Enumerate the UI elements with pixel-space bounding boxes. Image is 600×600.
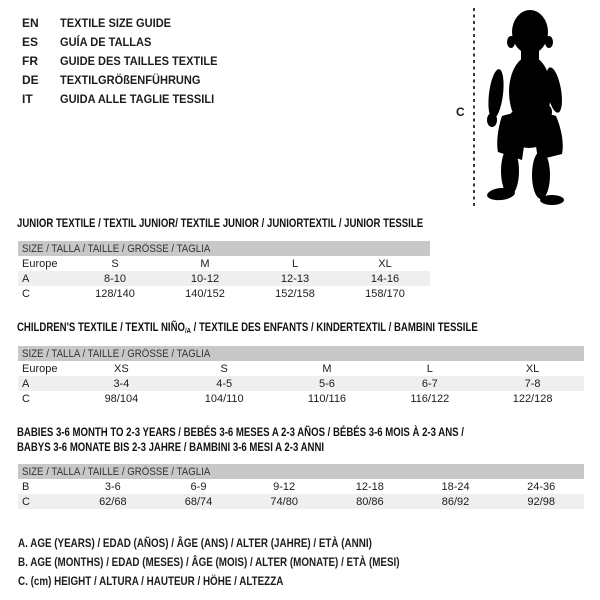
language-row-fr	[22, 51, 231, 70]
junior-size-table	[18, 241, 430, 301]
size-cell: M	[200, 257, 210, 270]
age-cell: 3-4	[113, 377, 130, 390]
row-label: C	[22, 495, 30, 508]
size-cell: XS	[114, 362, 129, 375]
babies-section-title	[17, 425, 576, 455]
table-row-europe	[18, 361, 584, 376]
children-section-title-text	[17, 320, 478, 336]
height-cell: 98/104	[104, 392, 139, 405]
table-header	[18, 464, 584, 479]
months-cell: 24-36	[527, 480, 556, 493]
size-cell: L	[291, 257, 299, 270]
row-label: A	[22, 377, 30, 390]
toddler-silhouette-icon	[486, 8, 566, 206]
row-label: A	[22, 272, 30, 285]
babies-title-line-2: BABYS 3-6 MONATE BIS 2-3 JAHRE / BAMBINI 3-6 MESI A 2-3 ANNI	[17, 440, 325, 454]
age-cell: 5-6	[319, 377, 335, 390]
height-cell: 140/152	[185, 287, 225, 300]
height-cell: 62/68	[99, 495, 127, 508]
table-header-text: SIZE / TALLA / TAILLE / GRÖSSE / TAGLIA	[22, 465, 211, 478]
height-cell: 128/140	[95, 287, 135, 300]
months-cell: 3-6	[104, 480, 121, 493]
row-label: C	[22, 392, 30, 405]
height-cell: 92/98	[527, 495, 555, 508]
age-cell: 8-10	[103, 272, 127, 285]
language-code: ES	[22, 34, 39, 49]
language-row-en	[22, 13, 231, 32]
size-cell: S	[220, 362, 228, 375]
size-cell: S	[111, 257, 119, 270]
table-row-height	[18, 391, 584, 406]
language-row-es	[22, 32, 231, 51]
junior-section-title	[17, 216, 525, 231]
note-height-cm: C. (cm) HEIGHT / ALTURA / HAUTEUR / HÖHE / ALTEZZA	[18, 574, 284, 588]
height-cell: 158/170	[365, 287, 405, 300]
months-cell: 6-9	[190, 480, 207, 493]
months-cell: 12-18	[355, 480, 384, 493]
height-cell: 122/128	[512, 392, 553, 405]
junior-section-title-text: JUNIOR TEXTILE / TEXTIL JUNIOR/ TEXTILE JUNIOR / JUNIORTEXTIL / JUNIOR TESSILE	[17, 216, 424, 230]
height-cell: 68/74	[184, 495, 213, 508]
children-section-title	[17, 320, 593, 336]
guide-title-en: TEXTILE SIZE GUIDE	[60, 15, 172, 30]
size-cell: M	[322, 362, 332, 375]
table-row-europe	[18, 256, 430, 271]
height-measure-label: C	[456, 105, 465, 119]
row-label: Europe	[22, 362, 58, 375]
table-header	[18, 346, 584, 361]
language-code: IT	[22, 91, 33, 106]
height-cell: 152/158	[275, 287, 315, 300]
size-cell: XL	[378, 257, 392, 270]
height-cell: 116/122	[410, 392, 450, 405]
months-cell: 18-24	[441, 480, 470, 493]
table-header-text: SIZE / TALLA / TAILLE / GRÖSSE / TAGLIA	[22, 242, 211, 255]
guide-title-fr: GUIDE DES TAILLES TEXTILE	[60, 53, 218, 68]
height-cell: 110/116	[307, 392, 347, 405]
guide-title-es: GUÍA DE TALLAS	[60, 34, 152, 49]
age-cell: 6-7	[421, 377, 438, 390]
children-size-table	[18, 346, 584, 406]
guide-title-de: TEXTILGRÖßENFÜHRUNG	[60, 72, 201, 87]
language-code: DE	[22, 72, 39, 87]
months-cell: 9-12	[273, 480, 296, 493]
size-cell: L	[426, 362, 433, 375]
row-label: C	[22, 287, 30, 300]
height-cell: 74/80	[270, 495, 298, 508]
age-cell: 4-5	[216, 377, 233, 390]
height-cell: 104/110	[204, 392, 244, 405]
language-code: EN	[22, 15, 39, 30]
table-row-height	[18, 494, 584, 509]
table-row-age	[18, 271, 430, 286]
size-cell: XL	[525, 362, 540, 375]
table-row-height	[18, 286, 430, 301]
table-row-months	[18, 479, 584, 494]
note-age-months: B. AGE (MONTHS) / EDAD (MESES) / ÂGE (MOIS) / ALTER (MONATE) / ETÀ (MESI)	[18, 555, 400, 569]
language-code: FR	[22, 53, 38, 68]
language-row-it	[22, 89, 231, 108]
guide-title-it: GUIDA ALLE TAGLIE TESSILI	[60, 91, 215, 106]
age-cell: 10-12	[190, 272, 220, 285]
title-part-pre: CHILDREN'S TEXTILE / TEXTIL NIÑO	[17, 320, 185, 334]
table-header	[18, 241, 430, 256]
height-cell: 80/86	[356, 495, 384, 508]
table-row-age	[18, 376, 584, 391]
title-part-subscript: /A	[184, 326, 191, 335]
age-cell: 7-8	[524, 377, 541, 390]
title-part-post: / TEXTILE DES ENFANTS / KINDERTEXTIL / BAMBINI TESSILE	[190, 320, 478, 334]
language-row-de	[22, 70, 231, 89]
age-cell: 12-13	[280, 272, 310, 285]
note-age-years: A. AGE (YEARS) / EDAD (AÑOS) / ÂGE (ANS) / ALTER (JAHRE) / ETÀ (ANNI)	[18, 536, 372, 550]
babies-size-table	[18, 464, 584, 509]
babies-title-line-1: BABIES 3-6 MONTH TO 2-3 YEARS / BEBÉS 3-6 MESES A 2-3 AÑOS / BÉBÉS 3-6 MOIS À 2-3 ANS /	[17, 425, 464, 439]
row-label: Europe	[22, 257, 58, 270]
age-cell: 14-16	[370, 272, 400, 285]
height-cell: 86/92	[441, 495, 470, 508]
table-header-text: SIZE / TALLA / TAILLE / GRÖSSE / TAGLIA	[22, 347, 211, 360]
measurement-notes	[18, 536, 483, 593]
height-measure-line	[473, 8, 475, 206]
row-label: B	[22, 480, 30, 493]
language-title-list	[22, 13, 231, 108]
